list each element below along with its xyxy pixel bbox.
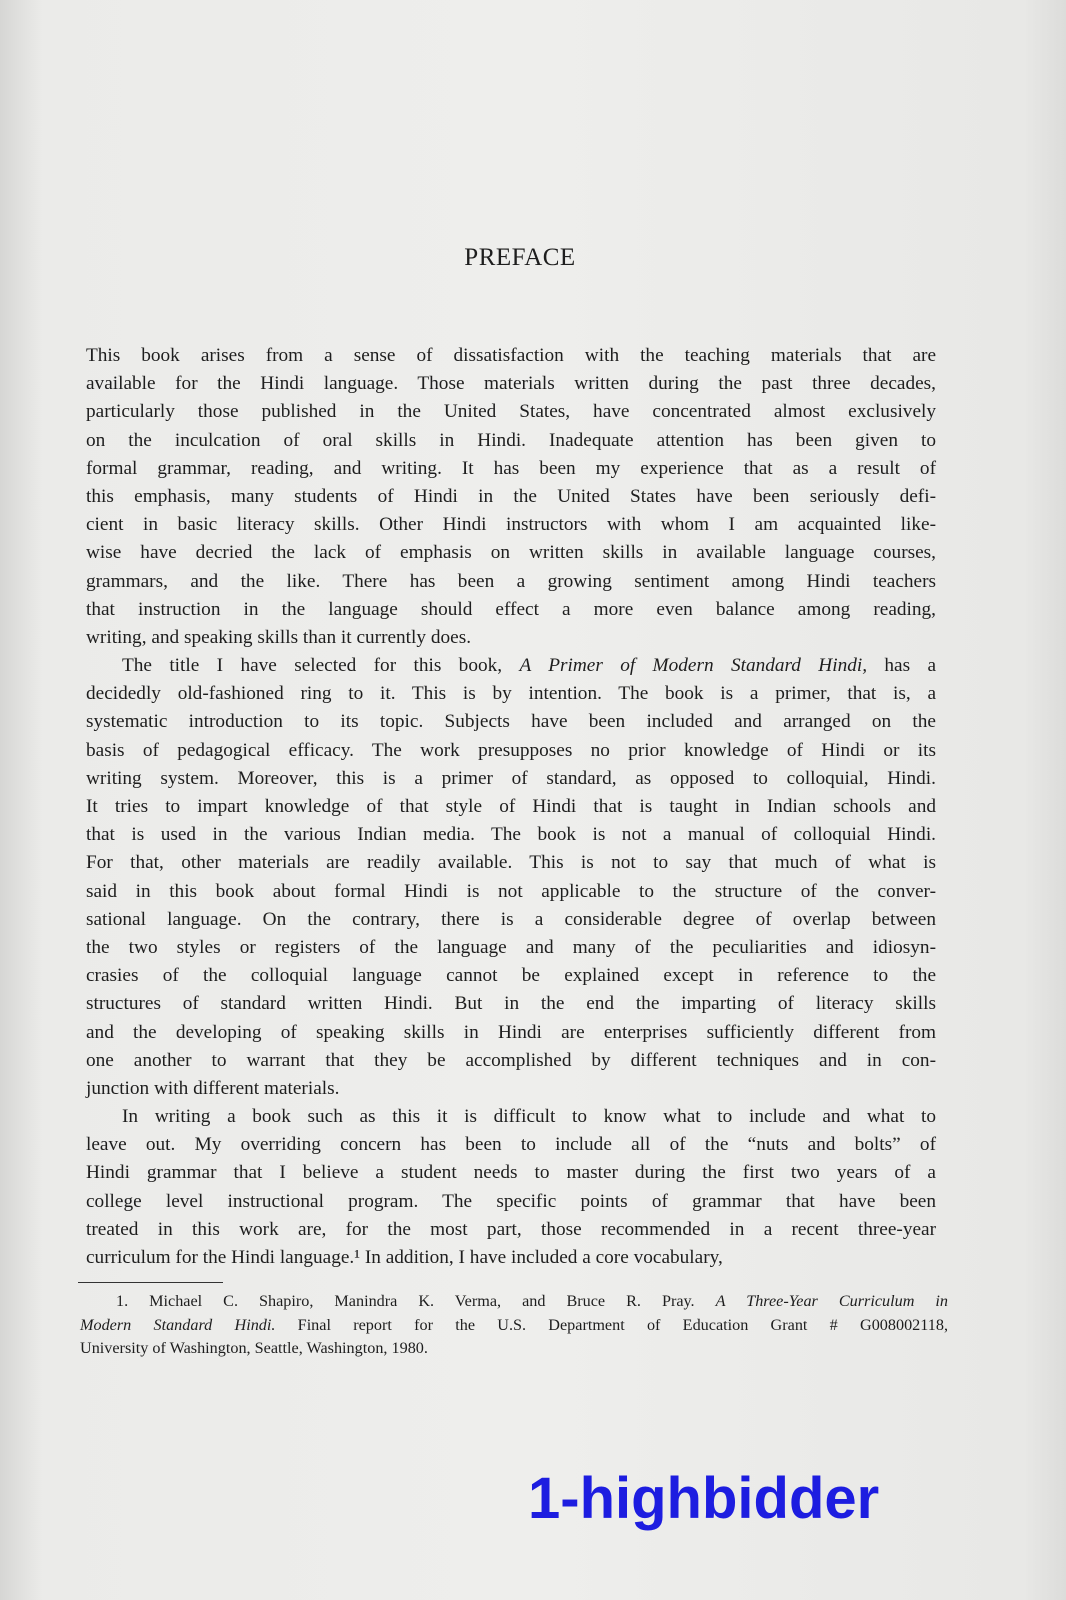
text-segment: one another to warrant that they be accomplished by different techniques and in con- [86,1049,936,1071]
text-segment: that instruction in the language should effect a more even balance among reading, [86,598,936,620]
text-line [86,1047,936,1075]
text-segment: systematic introduction to its topic. Subjects have been included and arranged on the [86,711,936,733]
text-line [86,511,936,539]
text-segment: Hindi grammar that I believe a student needs to master during the first two years of a [86,1162,936,1184]
text-line [86,624,936,652]
text-segment: crasies of the colloquial language cannot be explained except in reference to the [86,965,936,987]
seller-watermark: 1-highbidder [528,1466,880,1531]
text-line [86,652,936,680]
text-line [86,1188,936,1216]
text-segment: The title I have selected for this book, [122,655,520,677]
text-line [86,1159,936,1187]
text-segment: leave out. My overriding concern has been to include all of the “nuts and bolts” of [86,1134,936,1156]
text-segment: formal grammar, reading, and writing. It has been my experience that as a result of [86,457,936,479]
text-line [86,1075,936,1103]
text-segment: It tries to impart knowledge of that style of Hindi that is taught in Indian schools and [86,796,936,817]
text-line [86,1019,936,1047]
text-segment: available for the Hindi language. Those materials written during the past three decades, [86,373,936,395]
text-segment: sational language. On the contrary, there is a considerable degree of overlap between [86,908,936,930]
text-segment: curriculum for the Hindi language.¹ In addition, I have included a core vocabulary, [86,1247,723,1268]
text-line [86,596,936,624]
text-line [86,934,936,962]
text-line [86,1131,936,1159]
text-line [86,427,936,455]
text-segment: college level instructional program. The specific points of grammar that have been [86,1190,936,1212]
text-segment: decidedly old-fashioned ring to it. This is by intention. The book is a primer, that is, a [86,683,936,705]
text-line [86,483,936,511]
text-segment: on the inculcation of oral skills in Hindi. Inadequate attention has been given to [86,429,936,451]
preface-body [86,342,936,1272]
text-line [86,398,936,426]
footnote [80,1290,948,1361]
text-segment: In writing a book such as this it is difficult to know what to include and what to [122,1106,936,1128]
text-line [86,737,936,765]
text-segment: said in this book about formal Hindi is not applicable to the structure of the conver- [86,880,936,902]
paragraph [86,1103,936,1272]
page-title: PREFACE [464,244,576,271]
text-line [86,568,936,596]
text-segment: and the developing of speaking skills in Hindi are enterprises sufficiently different from [86,1021,936,1043]
text-line [80,1337,948,1361]
text-segment: has a [867,655,936,677]
text-line [86,680,936,708]
text-segment: writing, and speaking skills than it currently does. [86,626,472,648]
text-segment: cient in basic literacy skills. Other Hindi instructors with whom I am acquainted like- [86,514,936,536]
text-line [86,821,936,849]
text-line [86,370,936,398]
text-line [86,1216,936,1244]
text-line [86,878,936,906]
text-line [86,708,936,736]
text-segment: structures of standard written Hindi. But in the end the imparting of literacy skills [86,993,936,1015]
text-line [86,765,936,793]
text-segment: that is used in the various Indian media. The book is not a manual of colloquial Hindi. [86,824,936,846]
italic-text: Modern Standard Hindi. [80,1315,276,1334]
text-segment: the two styles or registers of the language and many of the peculiarities and idiosyn- [86,936,936,958]
paragraph [86,652,936,1103]
text-line [80,1290,948,1314]
text-segment: this emphasis, many students of Hindi in the United States have been seriously defi- [86,485,936,507]
text-segment: grammars, and the like. There has been a growing sentiment among Hindi teachers [86,570,936,592]
footnote-divider [78,1282,223,1283]
text-segment: particularly those published in the United States, have concentrated almost exclusively [86,401,936,423]
text-segment: Final report for the U.S. Department of Education Grant # G008002118, [275,1315,948,1334]
paragraph [86,342,936,652]
text-segment: writing system. Moreover, this is a primer of standard, as opposed to colloquial, Hindi. [86,767,936,789]
text-segment: This book arises from a sense of dissatisfaction with the teaching materials that are [86,345,936,366]
text-line [86,962,936,990]
text-line [86,793,936,821]
text-line [86,1244,936,1272]
text-line [86,990,936,1018]
text-segment: 1. Michael C. Shapiro, Manindra K. Verma, and Bruce R. Pray. [116,1292,716,1310]
text-line [86,455,936,483]
text-segment: junction with different materials. [86,1077,340,1099]
italic-text: A Three-Year Curriculum in [715,1292,948,1310]
text-line [80,1314,948,1338]
text-segment: For that, other materials are readily available. This is not to say that much of what is [86,852,936,874]
text-segment: wise have decried the lack of emphasis on written skills in available language courses, [86,542,936,564]
text-segment: basis of pedagogical efficacy. The work presupposes no prior knowledge of Hindi or its [86,739,936,761]
italic-text: A Primer of Modern Standard Hindi, [519,655,868,677]
text-line [86,906,936,934]
text-segment: treated in this work are, for the most part, those recommended in a recent three-year [86,1218,936,1240]
text-segment: University of Washington, Seattle, Washington, 1980. [80,1339,428,1357]
text-line [86,1103,936,1131]
text-line [86,342,936,370]
text-line [86,539,936,567]
text-line [86,849,936,877]
